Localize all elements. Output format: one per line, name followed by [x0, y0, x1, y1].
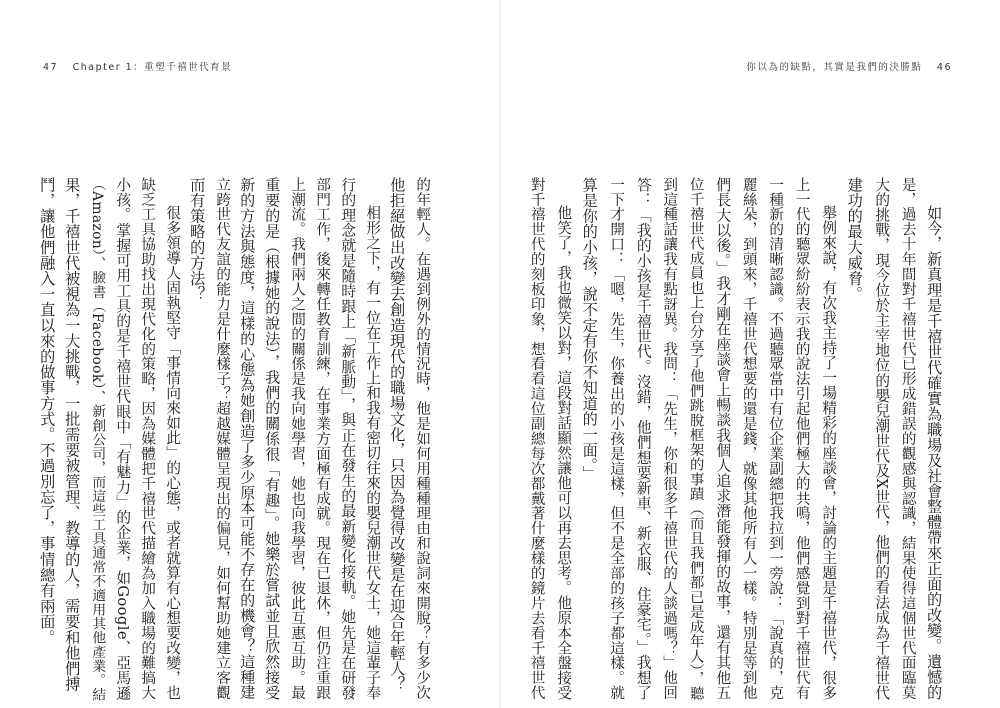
- text-column: 答：「我的小孩是千禧世代。沒錯，他們想要新車、新衣服、住豪宅。」我想了: [634, 177, 652, 701]
- text-column: 鬥，讓他們融入一直以來的做事方式。不過別忘了，事情總有兩面。: [38, 177, 57, 645]
- text-column: 如今，新真理是千禧世代確實為職場及社會整體帶來正面的改變。遺憾的: [925, 205, 944, 701]
- text-column: 缺乏工具協助找出現代化的策略，因為媒體把千禧世代描繪為加入職場的難搞大: [139, 177, 157, 701]
- text-column: 他笑了，我也微笑以對，這段對話顯然讓他可以再去思考。他原本全盤接受: [555, 205, 573, 701]
- text-column: 重要的是（根據她的說法），我們的關係很「有趣」。她樂於嘗試並且欣然接受: [263, 177, 282, 700]
- left-page-number: 47: [43, 62, 59, 73]
- text-column: 是，過去十年間對千禧世代已形成錯誤的觀感與認識，結果使得這個世代面臨莫: [899, 177, 917, 701]
- text-column: 而有策略的方法？: [188, 177, 207, 302]
- text-column: 他拒絕做出改變去創造現代的職場文化，只因為覺得改變是在迎合年輕人？: [388, 177, 407, 692]
- left-running-title: Chapter 1：重塑千禧世代育景: [72, 62, 233, 73]
- text-column: 對千禧世代的刻板印象，想看看這位副總每次都戴著什麼樣的鏡片去看千禧世代: [528, 177, 546, 701]
- right-page-number: 46: [936, 62, 952, 73]
- text-column: 上一代的聽眾紛紛表示我的說法引起他們極大的共鳴，他們感覺到對千禧世代有: [793, 177, 811, 701]
- text-column: 果，千禧世代被視為一大挑戰，一批需要被管理、教導的人，需要和他們搏: [63, 177, 82, 692]
- right-running-title: 你以為的缺點，其實是我們的決勝點: [746, 62, 923, 73]
- text-column: 一下才開口：「嗯，先生，你養出的小孩是這樣，但不是全部的孩子都這樣。就: [608, 177, 626, 701]
- text-column: 新的方法與態度，這樣的心態為她創造了多少原本可能不存在的機會？這種建: [238, 177, 257, 700]
- text-column: 的年輕人。在遇到例外的情況時，他是如何用種種理由和說詞來開脫？有多少次: [414, 177, 432, 701]
- page-gutter: [499, 0, 501, 708]
- text-column: 們長大以後。」我才剛在座談會上暢談我個人追求潛能發揮的故事，還有其他五: [714, 177, 732, 701]
- text-column: 立跨世代友誼的能力是什麼樣子？超越媒體呈現出的偏見，如何幫助她建立客觀: [214, 177, 232, 701]
- text-column: 舉例來說，有次我主持了一場精彩的座談會，討論的主題是千禧世代，很多: [820, 205, 838, 701]
- text-column: 很多領導人固執堅守「事情向來如此」的心態，或者就算有心想要改變，也: [164, 205, 182, 701]
- text-column: 小孩。掌握可用工具的是千禧世代眼中「有魅力」的企業，如Google、亞馬遜: [114, 177, 132, 701]
- text-column: 大的挑戰，現今位於主宰地位的嬰兒潮世代及X世代，他們的看法成為千禧世代: [873, 177, 891, 701]
- text-column: 一種新的清晰認識。不過聽眾當中有位企業副總把我拉到一旁說：「說真的，克: [767, 177, 785, 701]
- text-column: 部門工作，後來轉任教育訓練，在事業方面極有成就。現在已退休，但仍注重跟: [314, 177, 332, 701]
- text-column: 行的理念就是隨時跟上「新脈動」，與正在發生的最新變化接軌。她先是在研發: [339, 177, 357, 701]
- text-column: 麗絲朵，到頭來，千禧世代想要的還是錢，就像其他所有人一樣。特別是等到他: [740, 177, 758, 701]
- text-column: 位千禧世代成員也上台分享了他們跳脫框架的事蹟（而且我們都已是成年人），聽: [687, 177, 704, 701]
- text-column: （Amazon）、臉書（Facebook）、新創公司，而這些工具通常不適用其他產業。結: [89, 177, 106, 702]
- right-page-header: [746, 59, 962, 73]
- text-column: 上潮流。我們兩人之間的關係是我向她學習，她也向我學習，彼此互惠互助。最: [289, 177, 307, 701]
- text-column: 算是你的小孩，說不定有你不知道的一面。」: [580, 177, 599, 482]
- left-page-header: [33, 59, 232, 73]
- text-column: 相形之下，有一位在工作上和我有密切往來的嬰兒潮世代女士，她這輩子奉: [364, 205, 382, 701]
- text-column: 到這種話讓我有點訝異。我問：「先生，你和很多千禧世代的人談過嗎？」他回: [661, 177, 679, 701]
- text-column: 建功的最大威脅。: [845, 177, 864, 302]
